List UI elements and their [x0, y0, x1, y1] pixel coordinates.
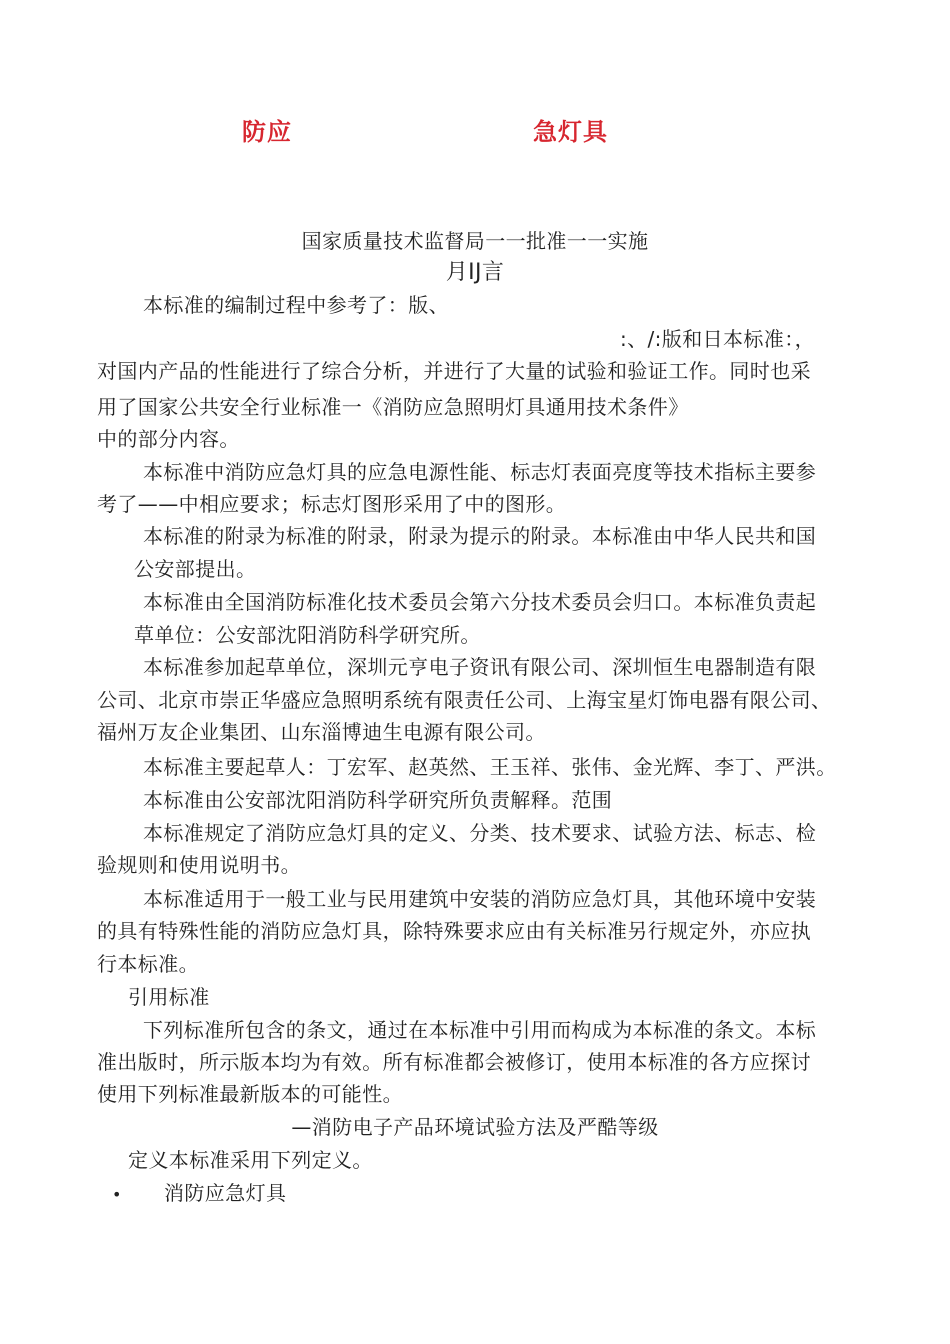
text-line: 公安部提出。 — [134, 557, 257, 581]
text-line: —消防电子产品环境试验方法及严酷等级 — [291, 1115, 659, 1139]
text-line: 用了国家公共安全行业标准一《消防应急照明灯具通用技术条件》 — [97, 395, 689, 419]
text-line: 下列标准所包含的条文，通过在本标准中引用而构成为本标准的条文。本标 — [143, 1018, 817, 1042]
list-item: 消防应急灯具 — [164, 1181, 287, 1205]
section-heading: 引用标准 — [128, 985, 210, 1009]
text-line: 本标准由全国消防标准化技术委员会第六分技术委员会归口。本标准负责起 — [143, 590, 817, 614]
text-line: 对国内产品的性能进行了综合分析，并进行了大量的试验和验证工作。同时也采 — [97, 359, 811, 383]
text-line: 考了——中相应要求；标志灯图形采用了中的图形。 — [97, 492, 567, 516]
text-line: 验规则和使用说明书。 — [97, 853, 301, 877]
text-line: 本标准参加起草单位，深圳元亨电子资讯有限公司、深圳恒生电器制造有限 — [143, 655, 817, 679]
foreword-heading: 月IJ言 — [445, 260, 505, 285]
text-line: 本标准主要起草人：丁宏军、赵英然、王玉祥、张伟、金光辉、李丁、严洪。 — [143, 755, 837, 779]
text-line: 行本标准。 — [97, 952, 199, 976]
title-left: 防应 — [242, 118, 292, 146]
text-line: 本标准中消防应急灯具的应急电源性能、标志灯表面亮度等技术指标主要参 — [143, 460, 817, 484]
bullet-icon: • — [112, 1185, 122, 1204]
text-line: :、/:版和日本标准：， — [620, 327, 816, 351]
text-line: 准出版时，所示版本均为有效。所有标准都会被修订，使用本标准的各方应探讨 — [97, 1050, 811, 1074]
text-line: 本标准规定了消防应急灯具的定义、分类、技术要求、试验方法、标志、检 — [143, 821, 817, 845]
text-line: 使用下列标准最新版本的可能性。 — [97, 1082, 403, 1106]
text-line: 定义本标准采用下列定义。 — [128, 1148, 373, 1172]
text-line: 的具有特殊性能的消防应急灯具，除特殊要求应由有关标准另行规定外，亦应执 — [97, 919, 811, 943]
text-line: 公司、北京市崇正华盛应急照明系统有限责任公司、上海宝星灯饰电器有限公司、 — [97, 688, 832, 712]
text-line: 本标准适用于一般工业与民用建筑中安装的消防应急灯具，其他环境中安装 — [143, 887, 817, 911]
title-right: 急灯具 — [533, 118, 608, 146]
issuer-line: 国家质量技术监督局一一批准一一实施 — [301, 229, 649, 253]
text-line: 本标准由公安部沈阳消防科学研究所负责解释。范围 — [143, 788, 613, 812]
text-line: 草单位：公安部沈阳消防科学研究所。 — [134, 623, 481, 647]
text-line: 中的部分内容。 — [97, 427, 240, 451]
text-line: 本标准的编制过程中参考了：版、 — [143, 293, 449, 317]
text-line: 本标准的附录为标准的附录，附录为提示的附录。本标准由中华人民共和国 — [143, 524, 817, 548]
text-line: 福州万友企业集团、山东淄博迪生电源有限公司。 — [97, 720, 546, 744]
